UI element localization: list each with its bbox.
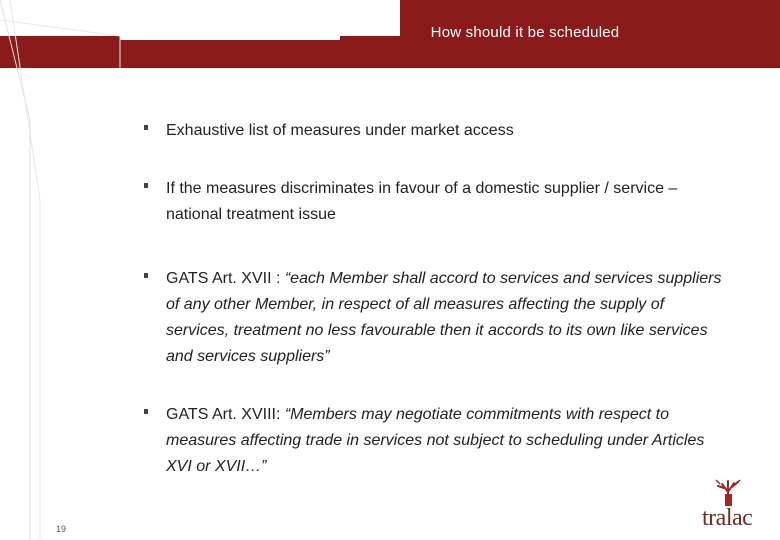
bullet-text	[166, 176, 726, 228]
bullet-marker	[144, 183, 148, 188]
bullet-text	[166, 266, 726, 370]
bullet-marker	[144, 125, 148, 130]
bullet-text	[166, 402, 726, 480]
bullet-marker	[144, 409, 148, 414]
left-decor-lines	[0, 0, 60, 540]
bullet-marker	[144, 273, 148, 278]
bullet-plain-text: GATS Art. XVII :	[166, 270, 285, 287]
bullet-text	[166, 118, 726, 144]
header-white-shape	[0, 0, 420, 68]
bullet-quote-text: “Members may negotiate commitments with respect to measures affecting trade in services not subject to scheduling under Articles XVI or XVII…”	[166, 406, 705, 475]
bullet-plain-text: GATS Art. XVIII:	[166, 406, 285, 423]
page-number: 19	[56, 524, 67, 534]
bullet-quote-text: “each Member shall accord to services and services suppliers of any other Member, in respect of all measures affecting the supply of services, treatment no less favourable then it accords to its own like services and services suppliers”	[166, 270, 722, 365]
bullet-plain-text: If the measures discriminates in favour of a domestic supplier / service – national treatment issue	[166, 180, 678, 223]
bullet-plain-text: Exhaustive list of measures under market access	[166, 122, 514, 139]
logo-text: tralac	[702, 505, 753, 531]
slide-title: How should it be scheduled	[430, 24, 620, 41]
